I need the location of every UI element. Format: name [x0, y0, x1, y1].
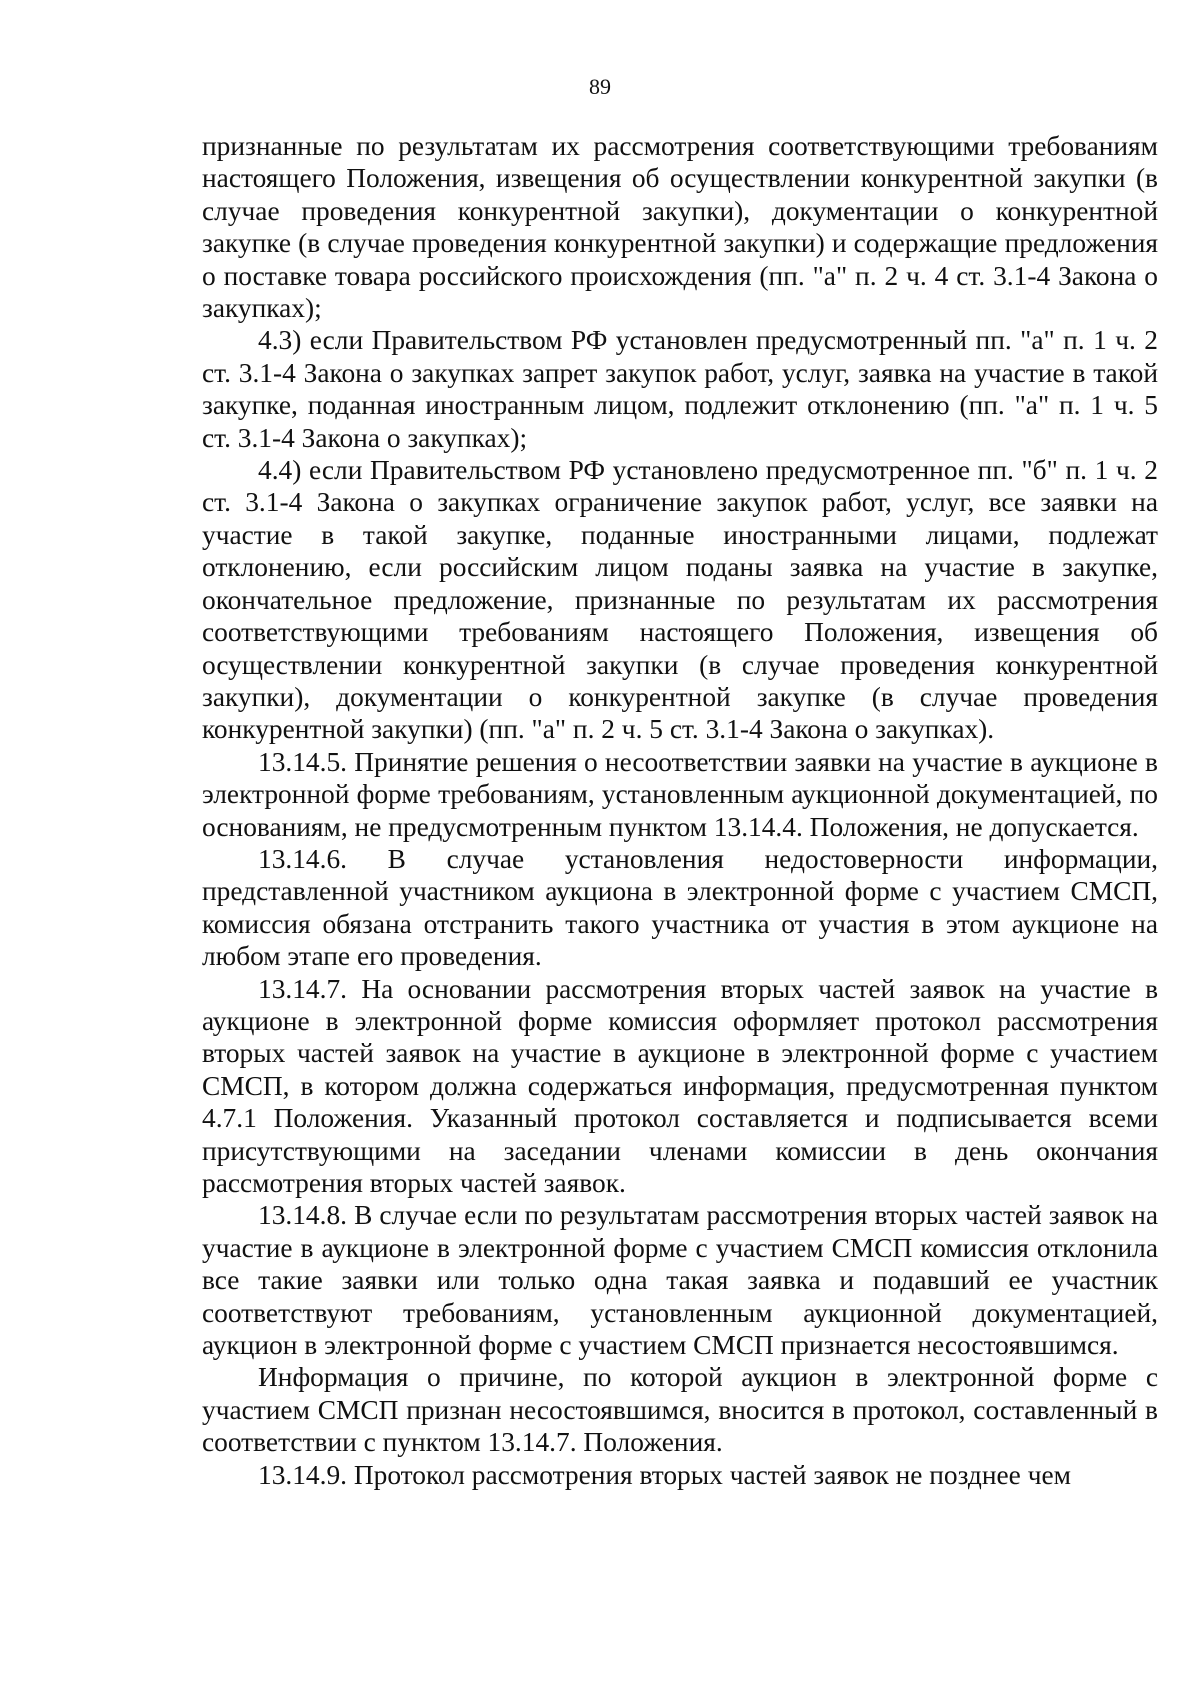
paragraph-failure-reason: Информация о причине, по которой аукцион в электронной форме с участием СМСП признан несостоявшимся, вносится в протокол, составленный в соответствии с пунктом 13.14.7. Положения. — [202, 1362, 1158, 1458]
paragraph-item-4-3: 4.3) если Правительством РФ установлен предусмотренный пп. "а" п. 1 ч. 2 ст. 3.1-4 Закона о закупках запрет закупок работ, услуг, заявка на участие в такой закупке, поданная иностранным лицом, подлежит отклонению (пп. "а" п. 1 ч. 5 ст. 3.1-4 Закона о закупках); — [202, 325, 1158, 453]
paragraph-13-14-8: 13.14.8. В случае если по результатам рассмотрения вторых частей заявок на участие в аукционе в электронной форме с участием СМСП комиссия отклонила все такие заявки или только одна такая заявка и подавший ее участник соответствуют требованиям, установленным аукционной документацией, аукцион в электронной форме с участием СМСП признается несостоявшимся. — [202, 1200, 1158, 1361]
paragraph-13-14-7: 13.14.7. На основании рассмотрения вторых частей заявок на участие в аукционе в электронной форме комиссия оформляет протокол рассмотрения вторых частей заявок на участие в аукционе в электронной форме с участием СМСП, в котором должна содержаться информация, предусмотренная пунктом 4.7.1 Положения. Указанный протокол составляется и подписывается всеми присутствующими на заседании членами комиссии в день окончания рассмотрения вторых частей заявок. — [202, 973, 1158, 1198]
paragraph-continuation: признанные по результатам их рассмотрения соответствующими требованиям настоящего Положения, извещения об осуществлении конкурентной закупки (в случае проведения конкурентной закупки), документации о конкурентной закупке (в случае проведения конкурентной закупки) и содержащие предложения о поставке товара российского происхождения (пп. "а" п. 2 ч. 4 ст. 3.1-4 Закона о закупках); — [202, 131, 1158, 324]
paragraph-item-4-4: 4.4) если Правительством РФ установлено предусмотренное пп. "б" п. 1 ч. 2 ст. 3.1-4 Закона о закупках ограничение закупок работ, услуг, все заявки на участие в такой закупке, поданные иностранными лицами, подлежат отклонению, если российским лицом поданы заявка на участие в закупке, окончательное предложение, признанные по результатам их рассмотрения соответствующими требованиям настоящего Положения, извещения об осуществлении конкурентной закупки (в случае проведения конкурентной закупки), документации о конкурентной закупке (в случае проведения конкурентной закупки) (пп. "а" п. 2 ч. 5 ст. 3.1-4 Закона о закупках). — [202, 455, 1158, 745]
paragraph-13-14-6: 13.14.6. В случае установления недостоверности информации, представленной участником аукциона в электронной форме с участием СМСП, комиссия обязана отстранить такого участника от участия в этом аукционе на любом этапе его проведения. — [202, 843, 1158, 972]
paragraph-13-14-9: 13.14.9. Протокол рассмотрения вторых частей заявок не позднее чем — [258, 1459, 1071, 1490]
paragraph-13-14-5: 13.14.5. Принятие решения о несоответствии заявки на участие в аукционе в электронной форме требованиям, установленным аукционной документацией, по основаниям, не предусмотренным пунктом 13.14.4. Положения, не допускается. — [202, 746, 1158, 842]
document-body — [202, 130, 1158, 1491]
page-number: 89 — [589, 74, 611, 99]
